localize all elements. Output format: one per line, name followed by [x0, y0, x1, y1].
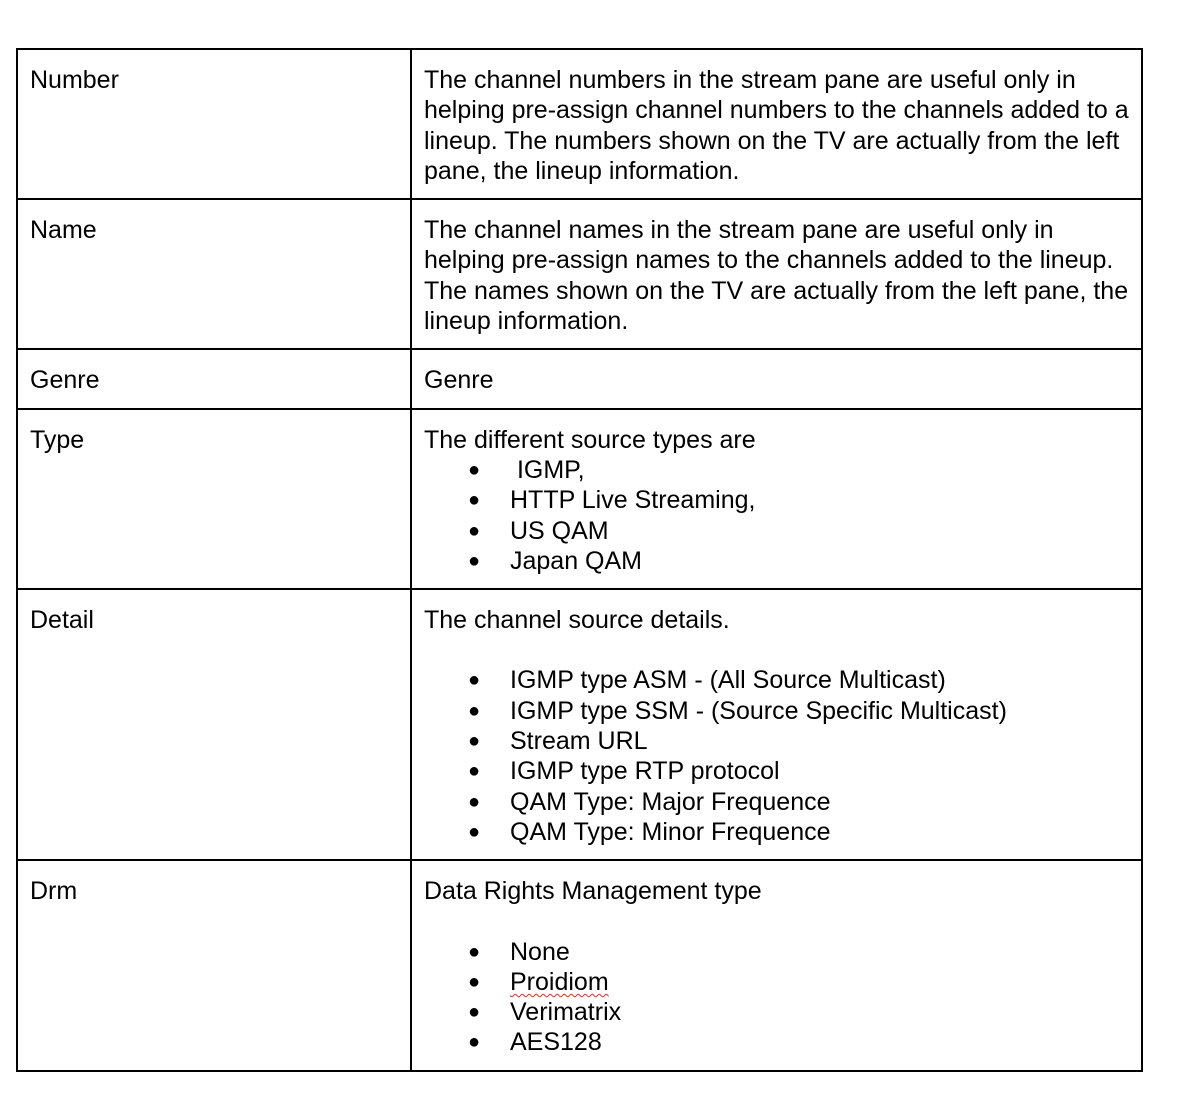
- row-key-cell: [17, 589, 411, 860]
- list-item-text: None: [510, 937, 570, 966]
- row-key-cell: [17, 199, 411, 349]
- bullet-list: [424, 665, 1129, 847]
- list-item: [468, 756, 1129, 786]
- list-item-text: IGMP type SSM - (Source Specific Multicast): [510, 696, 1007, 725]
- row-key-cell: [17, 349, 411, 408]
- list-item-text: IGMP type RTP protocol: [510, 757, 780, 786]
- list-item: [468, 546, 1129, 576]
- row-key: Genre: [30, 366, 100, 395]
- list-item-text: IGMP type ASM - (All Source Multicast): [510, 666, 946, 695]
- table-row-number: [17, 49, 1142, 199]
- list-item: [468, 967, 1129, 997]
- list-item: [468, 485, 1129, 515]
- row-value-cell: [411, 589, 1142, 860]
- list-item-text: QAM Type: Minor Frequence: [510, 817, 831, 846]
- row-intro: The channel source details.: [424, 606, 730, 635]
- list-item: [468, 787, 1129, 817]
- list-item: [468, 455, 1129, 485]
- row-description: The channel names in the stream pane are useful only in helping pre-assign names to the channels added to the lineup. The names shown on the TV are actually from the left pane, the lineup information.: [424, 216, 1129, 336]
- list-item: [468, 817, 1129, 847]
- list-item-text-misspelled: Proidiom: [510, 967, 609, 996]
- row-value-cell: [411, 409, 1142, 589]
- list-item: [468, 726, 1129, 756]
- row-value-cell: [411, 49, 1142, 199]
- list-item: [468, 937, 1129, 967]
- row-key-cell: [17, 49, 411, 199]
- row-intro: Data Rights Management type: [424, 877, 762, 906]
- list-item-text: Stream URL: [510, 727, 648, 756]
- list-item-text: Japan QAM: [510, 546, 643, 575]
- row-description: The channel numbers in the stream pane are useful only in helping pre-assign channel numbers to the channels added to a lineup. The numbers shown on the TV are actually from the left pane, the lineup information.: [424, 66, 1129, 185]
- bullet-list: [424, 455, 1129, 576]
- row-key: Number: [30, 66, 119, 94]
- list-item: [468, 696, 1129, 726]
- table-row-type: [17, 409, 1142, 589]
- row-description: Genre: [424, 366, 494, 395]
- row-value-cell: [411, 860, 1142, 1070]
- table-row-detail: [17, 589, 1142, 860]
- row-key: Detail: [30, 606, 94, 635]
- list-item-text: QAM Type: Major Frequence: [510, 787, 831, 816]
- definitions-table: [16, 48, 1143, 1072]
- list-item-text: HTTP Live Streaming,: [510, 486, 756, 515]
- bullet-list: [424, 937, 1129, 1058]
- list-item: [468, 997, 1129, 1027]
- list-item-text: US QAM: [510, 516, 609, 545]
- table-row-name: [17, 199, 1142, 349]
- list-item: [468, 1027, 1129, 1057]
- row-key: Name: [30, 216, 97, 245]
- row-key: Drm: [30, 877, 78, 906]
- table-row-drm: [17, 860, 1142, 1070]
- row-key-cell: [17, 860, 411, 1070]
- table-row-genre: [17, 349, 1142, 408]
- row-value-cell: [411, 199, 1142, 349]
- list-item-text: IGMP,: [510, 455, 585, 484]
- list-item-text: AES128: [510, 1028, 602, 1057]
- row-key-cell: [17, 409, 411, 589]
- list-item: [468, 516, 1129, 546]
- blank-line: [424, 635, 1129, 665]
- row-intro: The different source types are: [424, 425, 756, 454]
- row-key: Type: [30, 425, 85, 454]
- list-item: [468, 665, 1129, 695]
- blank-line: [424, 907, 1129, 937]
- row-value-cell: [411, 349, 1142, 408]
- list-item-text: Verimatrix: [510, 998, 622, 1027]
